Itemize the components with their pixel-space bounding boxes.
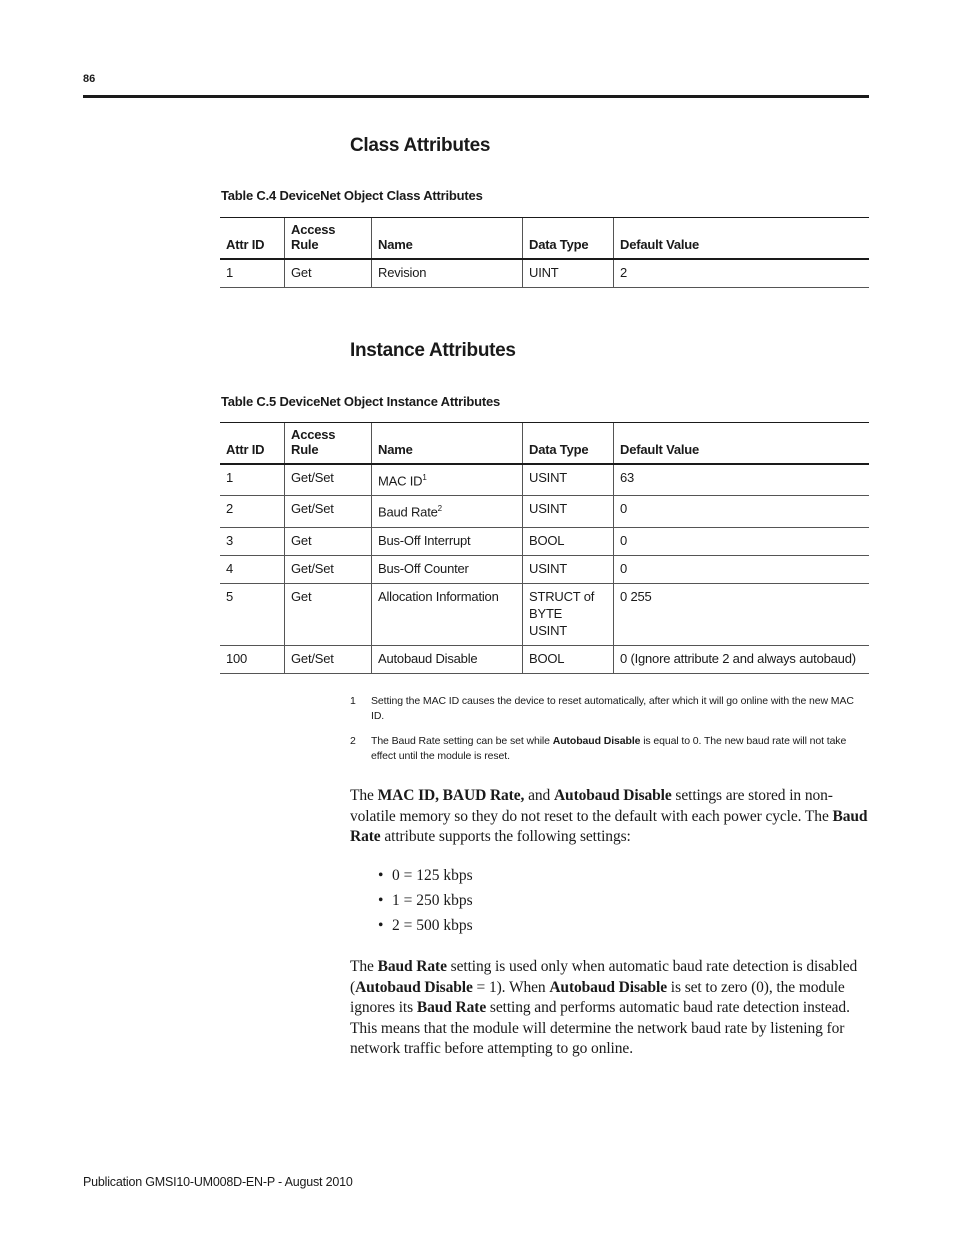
header-data-type: Data Type xyxy=(523,218,614,260)
footnote-number: 2 xyxy=(350,735,356,747)
header-rule xyxy=(83,95,869,98)
cell-access-rule: Get/Set xyxy=(285,496,372,527)
cell-attr-id: 1 xyxy=(220,259,285,288)
table-row xyxy=(220,583,869,645)
cell-data-type: USINT xyxy=(523,555,614,583)
instance-attributes-heading: Instance Attributes xyxy=(350,340,516,361)
cell-data-type: BOOL xyxy=(523,645,614,673)
cell-access-rule: Get/Set xyxy=(285,464,372,496)
instance-table-caption: Table C.5 DeviceNet Object Instance Attributes xyxy=(221,394,501,409)
cell-attr-id: 3 xyxy=(220,527,285,555)
list-item: • 1 = 250 kbps xyxy=(378,892,473,909)
header-data-type: Data Type xyxy=(523,423,614,465)
cell-attr-id: 1 xyxy=(220,464,285,496)
publication-footer: Publication GMSI10-UM008D-EN-P - August 2010 xyxy=(83,1175,353,1189)
class-attributes-heading: Class Attributes xyxy=(350,135,491,156)
header-access-rule: Access Rule xyxy=(285,218,372,260)
cell-access-rule: Get/Set xyxy=(285,645,372,673)
cell-attr-id: 4 xyxy=(220,555,285,583)
cell-name: Bus-Off Counter xyxy=(372,555,523,583)
cell-data-type: STRUCT of BYTE USINT xyxy=(523,583,614,645)
table-header-row xyxy=(220,218,869,260)
cell-default-value: 0 xyxy=(614,527,870,555)
cell-default-value: 0 255 xyxy=(614,583,870,645)
baud-rate-list xyxy=(378,867,473,942)
footnote-marker: 2 xyxy=(437,504,442,514)
table-row xyxy=(220,464,869,496)
header-name: Name xyxy=(372,423,523,465)
cell-access-rule: Get xyxy=(285,527,372,555)
table-row xyxy=(220,555,869,583)
class-attributes-table xyxy=(220,217,869,288)
footnote-1 xyxy=(350,694,865,724)
footnote-number: 1 xyxy=(350,695,356,707)
bullet-icon: • xyxy=(378,917,384,934)
cell-default-value: 0 xyxy=(614,496,870,527)
cell-name: MAC $ID^1$ xyxy=(372,464,523,496)
cell-name: Autobaud Disable xyxy=(372,645,523,673)
footnote-text: Setting the MAC ID causes the device to reset automatically, after which it will go online with the new MAC ID. xyxy=(371,695,854,722)
cell-default-value: 2 xyxy=(614,259,870,288)
cell-default-value: 0 xyxy=(614,555,870,583)
footnotes xyxy=(350,694,865,774)
header-default-value: Default Value xyxy=(614,423,870,465)
cell-name: Baud Rate$^2$ xyxy=(372,496,523,527)
cell-default-value: 0 (Ignore attribute 2 and always autobaud) xyxy=(614,645,870,673)
list-item: • 0 = 125 kbps xyxy=(378,867,473,884)
instance-attributes-table xyxy=(220,422,869,674)
instance-table-body xyxy=(220,464,869,673)
cell-name: Revision xyxy=(372,259,523,288)
cell-attr-id: 2 xyxy=(220,496,285,527)
cell-name: Bus-Off Interrupt xyxy=(372,527,523,555)
page-number: 86 xyxy=(83,73,96,85)
table-row xyxy=(220,259,869,288)
footnote-text: The Baud Rate setting can be set while Autobaud Disable is equal to 0. The new baud rate will not take effect until the module is reset. xyxy=(371,735,847,762)
cell-data-type: UINT xyxy=(523,259,614,288)
table-row xyxy=(220,645,869,673)
list-item: • 2 = 500 kbps xyxy=(378,917,473,934)
cell-attr-id: 100 xyxy=(220,645,285,673)
class-table-caption: Table C.4 DeviceNet Object Class Attributes xyxy=(221,188,483,203)
body-paragraph-1: The MAC ID, BAUD Rate, and Autobaud Disable settings are stored in non-volatile memory so they do not reset to the default with each power cycle. The Baud Rate attribute supports the following settings: xyxy=(350,787,868,845)
table-row xyxy=(220,496,869,527)
cell-access-rule: Get xyxy=(285,259,372,288)
header-default-value: Default Value xyxy=(614,218,870,260)
bullet-icon: • xyxy=(378,867,384,884)
cell-attr-id: 5 xyxy=(220,583,285,645)
table-header-row xyxy=(220,423,869,465)
cell-access-rule: Get/Set xyxy=(285,555,372,583)
table-row xyxy=(220,527,869,555)
bullet-icon: • xyxy=(378,892,384,909)
header-access-rule: Access Rule xyxy=(285,423,372,465)
body-paragraph-2: The Baud Rate setting is used only when automatic baud rate detection is disabled (Autobaud Disable = 1). When Autobaud Disable is set to zero (0), the module ignores its Baud Rate setting and performs automatic baud rate detection instead. This means that the module will determine the network baud rate by listening for network traffic before attempting to go online. xyxy=(350,958,858,1057)
footnote-2 xyxy=(350,734,865,764)
cell-access-rule: Get xyxy=(285,583,372,645)
footnote-marker: 1 xyxy=(422,473,427,482)
cell-name: Allocation Information xyxy=(372,583,523,645)
cell-default-value: 63 xyxy=(614,464,870,496)
header-name: Name xyxy=(372,218,523,260)
cell-data-type: BOOL xyxy=(523,527,614,555)
header-attr-id: Attr ID xyxy=(220,218,285,260)
cell-data-type: USINT xyxy=(523,464,614,496)
header-attr-id: Attr ID xyxy=(220,423,285,465)
cell-data-type: USINT xyxy=(523,496,614,527)
